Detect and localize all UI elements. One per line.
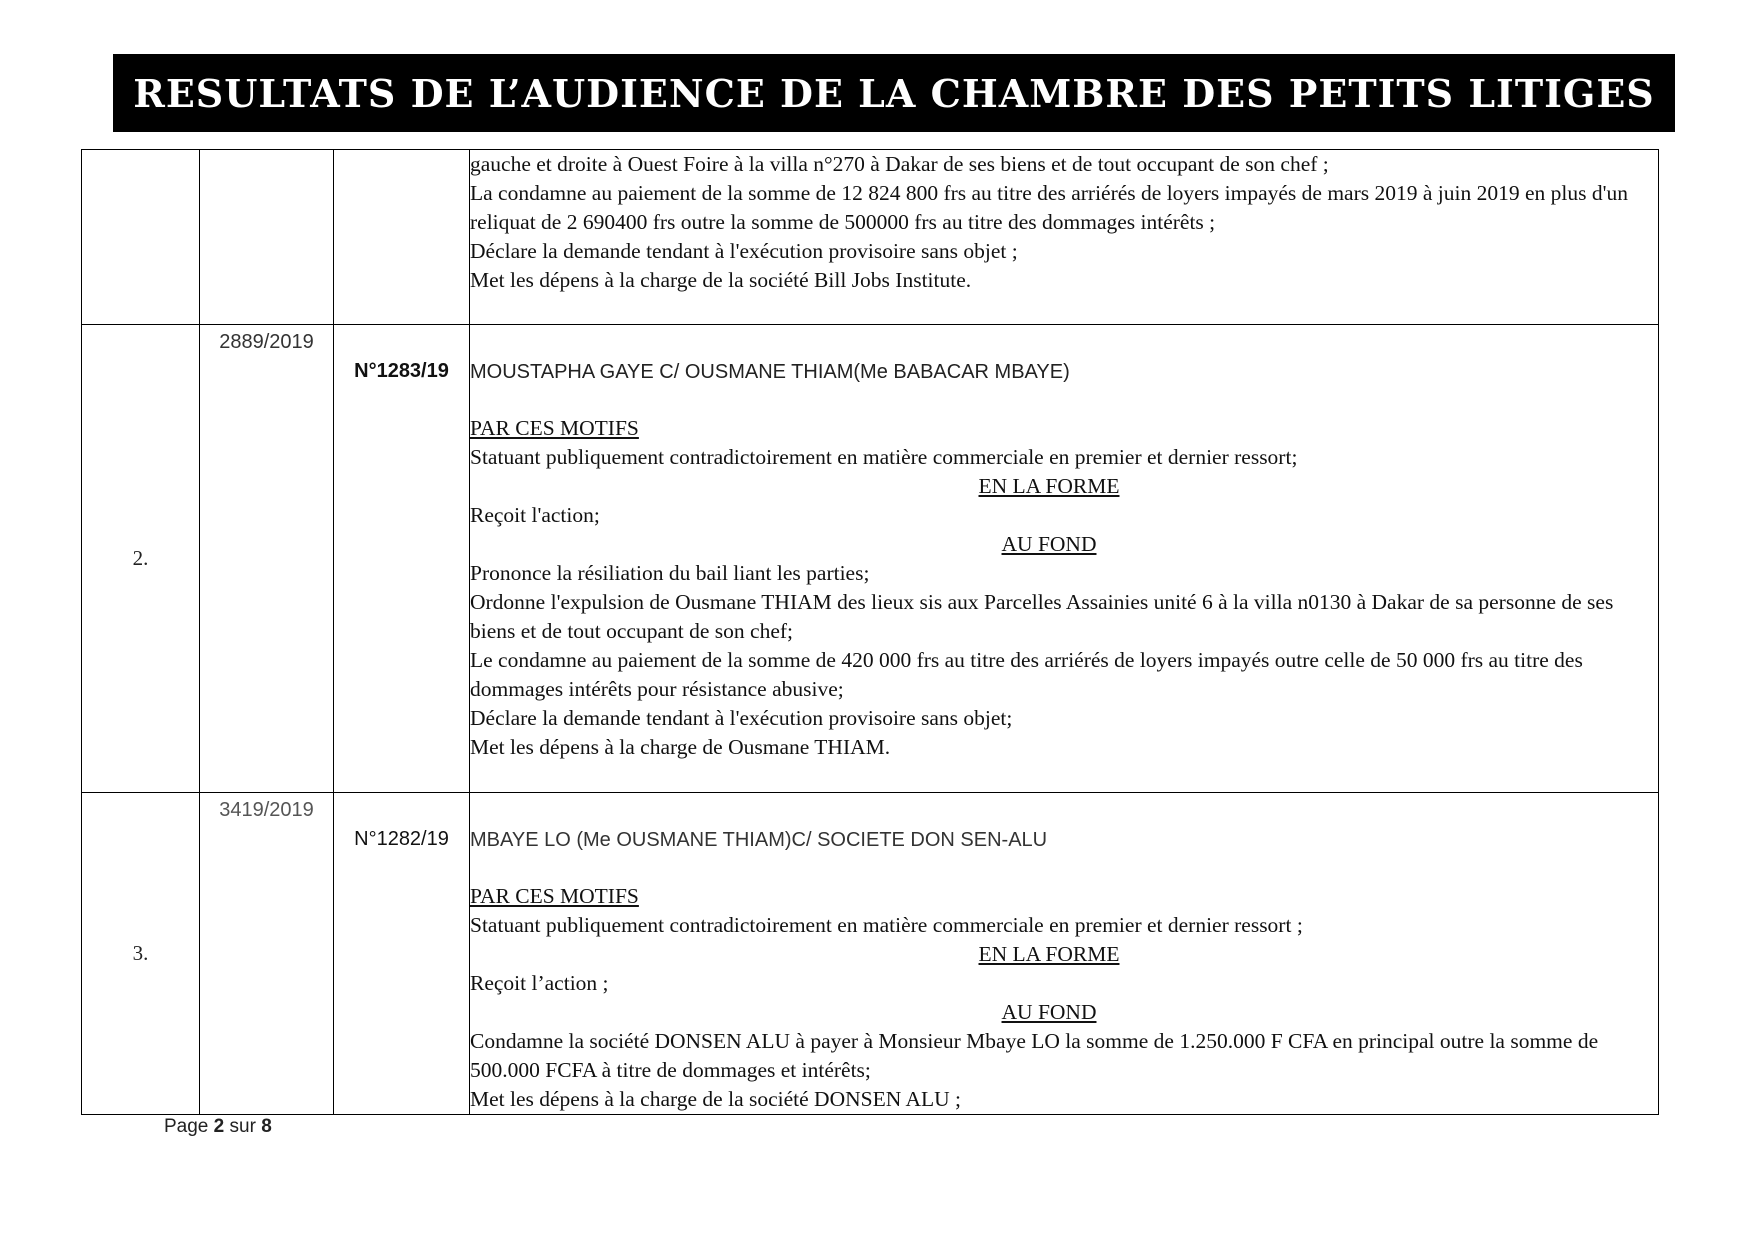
rg-cell: [200, 150, 334, 325]
ruling-line: Met les dépens à la charge de la société Bill Jobs Institute.: [470, 268, 972, 292]
ruling-line: Condamne la société DONSEN ALU à payer à Monsieur Mbaye LO la somme de 1.250.000 F CFA en principal outre la somme de 500.000 FCFA à titre de dommages et intérêts;: [470, 1029, 1599, 1082]
ruling-line: Le condamne au paiement de la somme de 420 000 frs au titre des arriérés de loyers impayés outre celle de 50 000 frs au titre des dommages intérêts pour résistance abusive;: [470, 648, 1583, 701]
decision-cell: [334, 325, 470, 793]
parties-line: MOUSTAPHA GAYE C/ OUSMANE THIAM(Me BABACAR MBAYE): [470, 361, 1070, 383]
row-number: 2.: [132, 546, 149, 570]
page-label: Page: [164, 1116, 209, 1137]
forme-heading: EN LA FORME: [978, 942, 1120, 966]
ruling-cell: [470, 325, 1659, 793]
row-number-cell: [82, 793, 200, 1115]
ruling-line: Déclare la demande tendant à l'exécution provisoire sans objet;: [470, 706, 1013, 730]
decision-number: N°1283/19: [354, 360, 449, 382]
fond-heading: AU FOND: [1001, 532, 1097, 556]
header-banner: [113, 54, 1675, 132]
ruling-line: Ordonne l'expulsion de Ousmane THIAM des lieux sis aux Parcelles Assainies unité 6 à la villa n0130 à Dakar de sa personne de ses biens et de tout occupant de son chef;: [470, 590, 1614, 643]
motifs-heading: PAR CES MOTIFS: [470, 884, 639, 908]
ruling-line: Met les dépens à la charge de la société DONSEN ALU ;: [470, 1087, 961, 1111]
rg-number: 3419/2019: [219, 799, 314, 821]
row-number-cell: [82, 150, 200, 325]
statuant-line: Statuant publiquement contradictoirement en matière commerciale en premier et dernier ressort ;: [470, 913, 1303, 937]
page-footer: [164, 1116, 272, 1138]
page-current: 2: [213, 1116, 225, 1137]
parties-line: MBAYE LO (Me OUSMANE THIAM)C/ SOCIETE DON SEN-ALU: [470, 829, 1048, 851]
row-number-cell: [82, 325, 200, 793]
rg-cell: [200, 793, 334, 1115]
rg-number: 2889/2019: [219, 331, 314, 353]
decision-cell: [334, 150, 470, 325]
ruling-cell: [470, 150, 1659, 325]
ruling-line: gauche et droite à Ouest Foire à la villa n°270 à Dakar de ses biens et de tout occupant de son chef ;: [470, 152, 1329, 176]
decision-number: [334, 150, 469, 185]
motifs-heading: PAR CES MOTIFS: [470, 416, 639, 440]
decision-number: N°1282/19: [354, 828, 449, 850]
table-row: [82, 793, 1659, 1115]
table-row: [82, 150, 1659, 325]
recoit-line: Reçoit l’action ;: [470, 971, 609, 995]
statuant-line: Statuant publiquement contradictoirement en matière commerciale en premier et dernier ressort;: [470, 445, 1298, 469]
recoit-line: Reçoit l'action;: [470, 503, 600, 527]
ruling-line: Déclare la demande tendant à l'exécution provisoire sans objet ;: [470, 239, 1018, 263]
row-number: 3.: [132, 941, 149, 965]
ruling-line: La condamne au paiement de la somme de 12 824 800 frs au titre des arriérés de loyers impayés de mars 2019 à juin 2019 en plus d'un reliquat de 2 690400 frs outre la somme de 500000 frs au titre des dommages intérêts ;: [470, 181, 1628, 234]
rg-number: [200, 150, 333, 156]
ruling-line: Met les dépens à la charge de Ousmane THIAM.: [470, 735, 891, 759]
page-total: 8: [261, 1116, 272, 1137]
forme-heading: EN LA FORME: [978, 474, 1120, 498]
table-row: [82, 325, 1659, 793]
rg-cell: [200, 325, 334, 793]
fond-heading: AU FOND: [1001, 1000, 1097, 1024]
results-table: [81, 149, 1659, 1115]
of-label: sur: [229, 1116, 256, 1137]
decision-cell: [334, 793, 470, 1115]
page-title: RESULTATS DE L’AUDIENCE DE LA CHAMBRE DES PETITS LITIGES: [133, 70, 1655, 116]
ruling-cell: [470, 793, 1659, 1115]
ruling-line: Prononce la résiliation du bail liant les parties;: [470, 561, 870, 585]
